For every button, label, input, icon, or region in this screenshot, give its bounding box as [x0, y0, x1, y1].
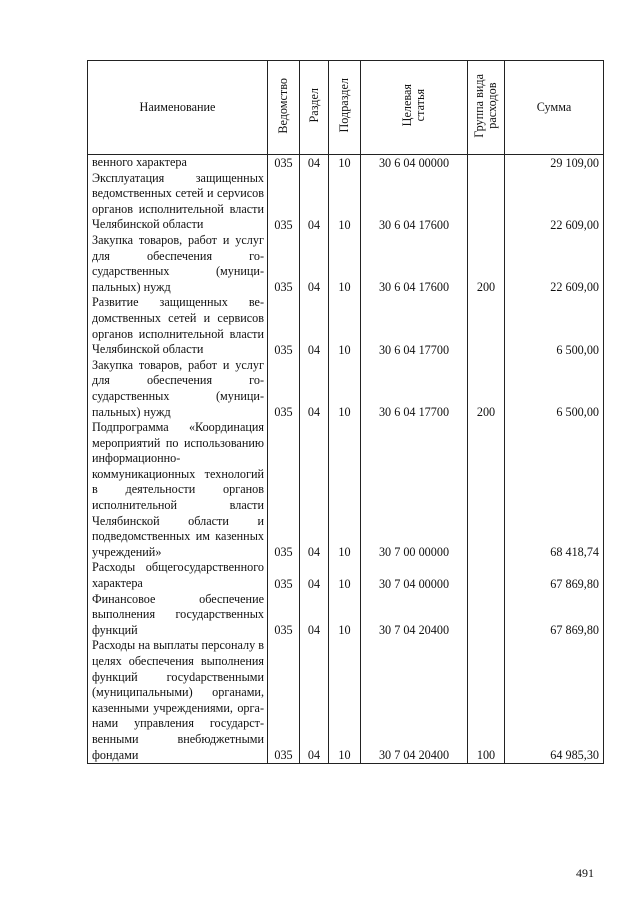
- row-subsection-cell: 10: [329, 171, 361, 233]
- row-group-cell: 100: [468, 638, 505, 763]
- table-header-row: [88, 61, 604, 155]
- row-section-cell: 04: [300, 233, 329, 295]
- row-department-cell: 035: [268, 420, 300, 560]
- row-subsection-cell: 10: [329, 592, 361, 639]
- row-name-cell: Подпрограмма «Координация мероприятий по использованию информационно-коммуникационных технологий в деятельности органов исполнительной власти Челябинской области и подведомственных им казенных учреждений»: [88, 420, 268, 560]
- table-row: [88, 560, 604, 591]
- row-name-cell: Финансовое обеспечение выполнения государственных функций: [88, 592, 268, 639]
- row-subsection-cell: 10: [329, 295, 361, 357]
- row-group-cell: [468, 295, 505, 357]
- row-amount-cell: 6 500,00: [505, 295, 604, 357]
- table-row: [88, 155, 604, 171]
- row-group-cell: 200: [468, 358, 505, 420]
- table-row: [88, 420, 604, 560]
- table-row: [88, 171, 604, 233]
- row-amount-cell: 64 985,30: [505, 638, 604, 763]
- row-section-cell: 04: [300, 420, 329, 560]
- row-amount-cell: 22 609,00: [505, 171, 604, 233]
- row-name-cell: Расходы общегосударственного характера: [88, 560, 268, 591]
- row-name-cell: венного характера: [88, 155, 268, 171]
- row-section-cell: 04: [300, 171, 329, 233]
- table-row: [88, 295, 604, 357]
- row-amount-cell: 68 418,74: [505, 420, 604, 560]
- row-group-cell: [468, 592, 505, 639]
- row-department-cell: 035: [268, 233, 300, 295]
- row-article-cell: 30 6 04 17600: [361, 171, 468, 233]
- row-name-cell: Расходы на выплаты персоналу в целях обеспечения выполнения функций госуdарственными (муниципальными) органами, казенными учреждениями, органами управления государственными внебюджетными фондами: [88, 638, 268, 763]
- row-subsection-cell: 10: [329, 233, 361, 295]
- table-row: [88, 592, 604, 639]
- row-amount-cell: 6 500,00: [505, 358, 604, 420]
- table-row: [88, 358, 604, 420]
- row-group-cell: [468, 560, 505, 591]
- row-article-cell: 30 7 04 20400: [361, 592, 468, 639]
- row-name-cell: Развитие защищенных ведомственных сетей и сервисов органов исполнительной власти Челябинской области: [88, 295, 268, 357]
- row-article-cell: 30 6 04 00000: [361, 155, 468, 171]
- row-department-cell: 035: [268, 592, 300, 639]
- row-subsection-cell: 10: [329, 638, 361, 763]
- row-name-cell: Эксплуатация защищенных ведомственных сетей и серvисов органов исполнительной власти Челябинской области: [88, 171, 268, 233]
- row-section-cell: 04: [300, 155, 329, 171]
- row-amount-cell: 22 609,00: [505, 233, 604, 295]
- row-amount-cell: 29 109,00: [505, 155, 604, 171]
- row-group-cell: 200: [468, 233, 505, 295]
- row-department-cell: 035: [268, 155, 300, 171]
- row-subsection-cell: 10: [329, 358, 361, 420]
- row-subsection-cell: 10: [329, 560, 361, 591]
- row-amount-cell: 67 869,80: [505, 560, 604, 591]
- row-section-cell: 04: [300, 295, 329, 357]
- row-department-cell: 035: [268, 295, 300, 357]
- row-article-cell: 30 6 04 17700: [361, 295, 468, 357]
- table-row: [88, 638, 604, 763]
- row-section-cell: 04: [300, 358, 329, 420]
- row-article-cell: 30 7 04 00000: [361, 560, 468, 591]
- row-group-cell: [468, 171, 505, 233]
- row-group-cell: [468, 420, 505, 560]
- header-name: Наименование: [88, 61, 268, 155]
- row-department-cell: 035: [268, 358, 300, 420]
- row-section-cell: 04: [300, 592, 329, 639]
- header-department: Ведомство: [268, 61, 300, 155]
- row-article-cell: 30 7 04 20400: [361, 638, 468, 763]
- row-department-cell: 035: [268, 171, 300, 233]
- row-section-cell: 04: [300, 560, 329, 591]
- page-number: 491: [576, 866, 594, 880]
- row-group-cell: [468, 155, 505, 171]
- row-article-cell: 30 6 04 17600: [361, 233, 468, 295]
- budget-table: [87, 60, 604, 764]
- row-name-cell: Закупка товаров, работ и услуг для обеспечения государственных (муниципальных) нужд: [88, 233, 268, 295]
- row-article-cell: 30 7 00 00000: [361, 420, 468, 560]
- row-name-cell: Закупка товаров, работ и услуг для обеспечения государственных (муниципальных) нужд: [88, 358, 268, 420]
- row-section-cell: 04: [300, 638, 329, 763]
- header-subsection: Подраздел: [329, 61, 361, 155]
- header-amount: Сумма: [505, 61, 604, 155]
- row-article-cell: 30 6 04 17700: [361, 358, 468, 420]
- row-subsection-cell: 10: [329, 155, 361, 171]
- row-amount-cell: 67 869,80: [505, 592, 604, 639]
- table-row: [88, 233, 604, 295]
- row-department-cell: 035: [268, 560, 300, 591]
- header-target-article: Целевая статья: [361, 61, 468, 155]
- row-department-cell: 035: [268, 638, 300, 763]
- row-subsection-cell: 10: [329, 420, 361, 560]
- header-section: Раздел: [300, 61, 329, 155]
- header-expense-group: Группа вида расходов: [468, 61, 505, 155]
